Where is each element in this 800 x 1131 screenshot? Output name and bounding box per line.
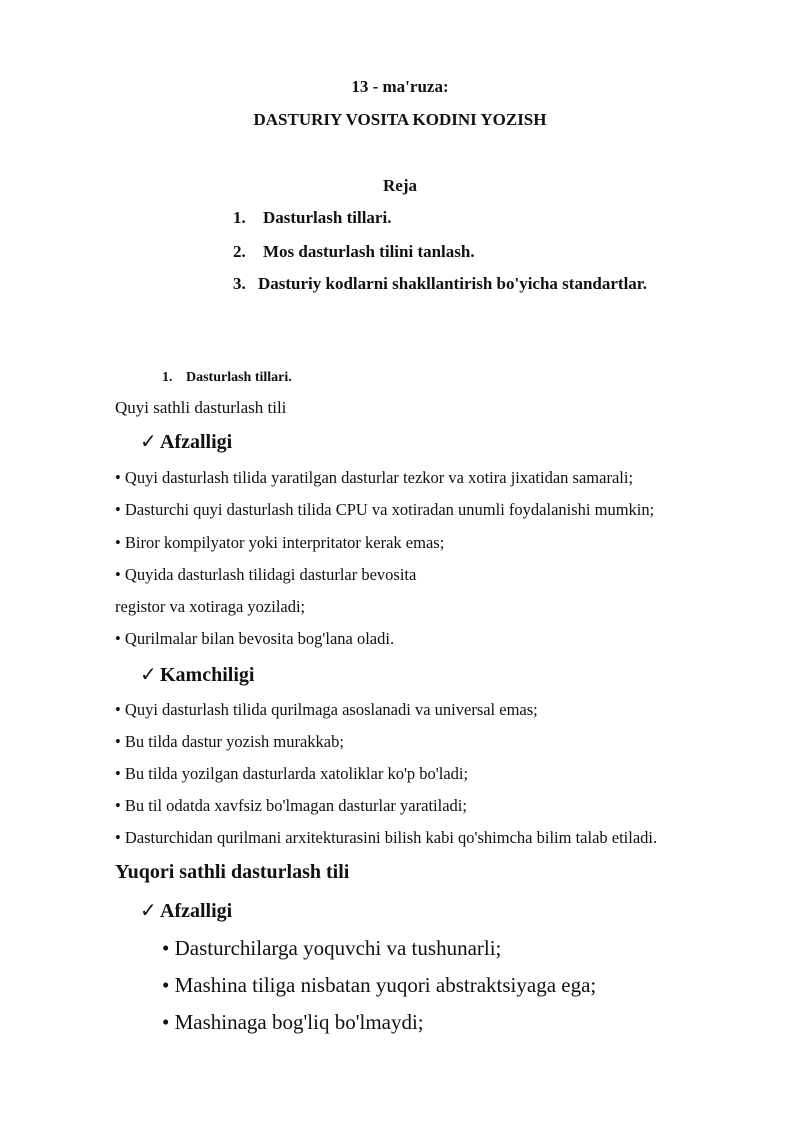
- list-item: • Dasturchi quyi dasturlash tilida CPU va xotiradan unumli foydalanishi mumkin;: [115, 500, 655, 519]
- plan-item-text: Dasturlash tillari.: [263, 208, 392, 227]
- list-item: • Dasturchidan qurilmani arxitekturasini bilish kabi qo'shimcha bilim talab etiladi.: [115, 828, 658, 847]
- list-item: • Mashina tiliga nisbatan yuqori abstraktsiyaga ega;: [162, 973, 597, 997]
- list-item: • Dasturchilarga yoquvchi va tushunarli;: [162, 936, 502, 960]
- list-item: • Quyida dasturlash tilidagi dasturlar bevosita: [115, 565, 417, 584]
- lecture-number: 13 - ma'ruza:: [351, 77, 449, 96]
- list-item: • Bu tilda yozilgan dasturlarda xatoliklar ko'p bo'ladi;: [115, 764, 469, 783]
- checkmark-icon: ✓: [140, 431, 157, 453]
- advantages-heading: [140, 898, 232, 923]
- plan-item: [233, 208, 391, 228]
- checkmark-icon: ✓: [140, 664, 157, 686]
- advantages-heading-text: Afzalligi: [160, 431, 233, 453]
- advantages-heading: [140, 429, 232, 454]
- advantages-heading-text: Afzalligi: [160, 900, 233, 922]
- plan-item-number: 3.: [233, 274, 246, 293]
- plan-item-number: 1.: [233, 208, 246, 227]
- plan-item-text: Dasturiy kodlarni shakllantirish bo'yicha standartlar.: [258, 274, 648, 293]
- list-item: • Biror kompilyator yoki interpritator kerak emas;: [115, 533, 445, 552]
- list-item: • Bu tilda dastur yozish murakkab;: [115, 732, 344, 751]
- disadvantages-heading: [140, 662, 254, 687]
- section-title: Dasturlash tillari.: [186, 370, 292, 385]
- section-subtitle: Quyi sathli dasturlash tili: [115, 398, 287, 417]
- list-item: • Quyi dasturlash tilida qurilmaga asoslanadi va universal emas;: [115, 700, 538, 719]
- page-title: DASTURIY VOSITA KODINI YOZISH: [253, 110, 547, 129]
- section-number: 1.: [162, 370, 173, 385]
- disadvantages-heading-text: Kamchiligi: [160, 664, 255, 686]
- list-item: • Qurilmalar bilan bevosita bog'lana oladi.: [115, 629, 395, 648]
- plan-item: [233, 274, 647, 294]
- plan-item: [233, 242, 475, 262]
- plan-item-text: Mos dasturlash tilini tanlash.: [263, 242, 475, 261]
- checkmark-icon: ✓: [140, 900, 157, 922]
- list-item: registor va xotiraga yoziladi;: [115, 597, 306, 616]
- list-item: • Bu til odatda xavfsiz bo'lmagan dasturlar yaratiladi;: [115, 796, 467, 815]
- section-heading: Yuqori sathli dasturlash tili: [115, 861, 350, 883]
- list-item: • Mashinaga bog'liq bo'lmaydi;: [162, 1010, 424, 1034]
- section-heading: [162, 370, 292, 386]
- plan-item-number: 2.: [233, 242, 246, 261]
- list-item: • Quyi dasturlash tilida yaratilgan dasturlar tezkor va xotira jixatidan samarali;: [115, 468, 634, 487]
- plan-heading: Reja: [383, 176, 417, 195]
